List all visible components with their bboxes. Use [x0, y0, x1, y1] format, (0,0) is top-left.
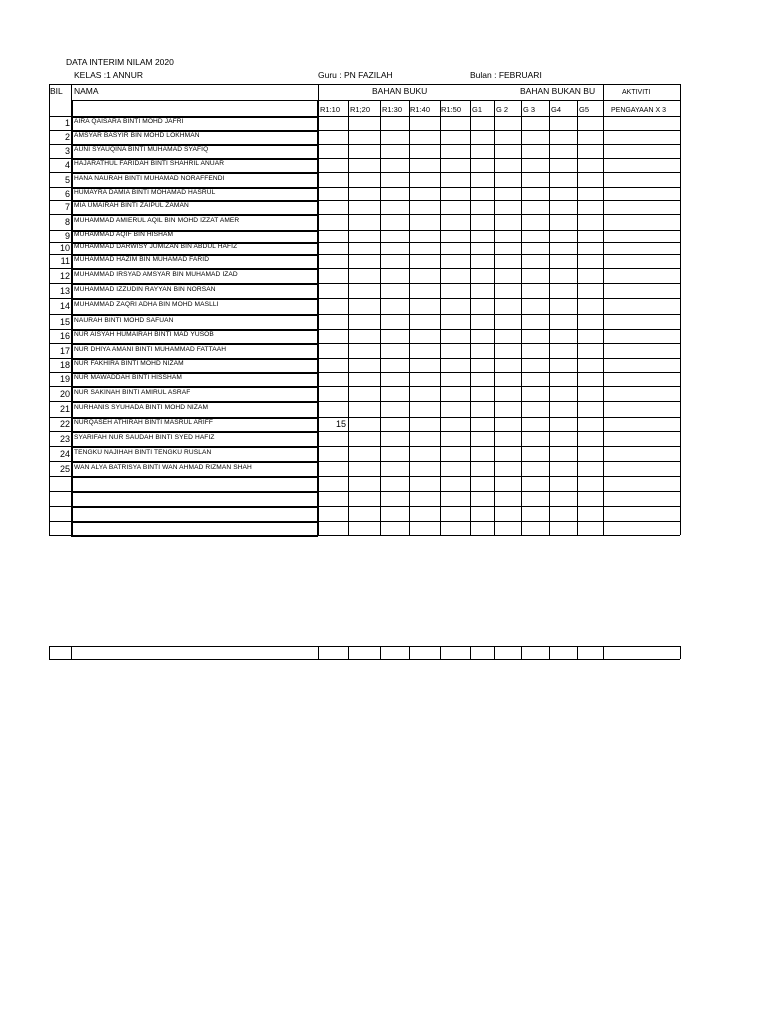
pengayaan-header: PENGAYAAN X 3 [611, 107, 666, 114]
grid-line [603, 646, 604, 659]
row-number: 22 [59, 419, 70, 429]
grid-line [577, 646, 578, 659]
student-name: AMSYAR BASYIR BIN MOHD LOKHMAN [74, 132, 200, 139]
grid-line [71, 284, 318, 285]
aktiviti-header: AKTIVITI [622, 89, 651, 96]
grid-line [380, 646, 381, 659]
grid-line [49, 646, 680, 647]
student-name: NUR SAKINAH BINTI AMIRUL ASRAF [74, 388, 191, 396]
grid-line [71, 299, 318, 300]
grid-line [71, 507, 318, 508]
row-number: 3 [64, 146, 70, 156]
grid-line [71, 522, 318, 523]
grid-line [680, 646, 681, 659]
grid-line [71, 646, 72, 659]
column-header: G4 [551, 105, 562, 114]
grid-line [470, 646, 471, 659]
r1-10-value: 15 [335, 419, 346, 429]
grid-line [577, 100, 578, 535]
grid-line [71, 492, 318, 493]
row-number: 12 [59, 270, 70, 281]
grid-line [49, 659, 680, 660]
student-name: NAURAH BINTI MOHD SAFUAN [74, 316, 174, 324]
grid-line [680, 84, 681, 535]
grid-line [71, 387, 318, 388]
column-header: R1:40 [410, 105, 431, 114]
column-header: G1 [472, 105, 483, 114]
row-number: 21 [59, 404, 70, 414]
grid-line [440, 646, 441, 659]
grid-line [470, 100, 471, 535]
grid-line [318, 100, 470, 101]
row-number: 25 [59, 463, 70, 474]
kelas-label: KELAS :1 ANNUR [74, 70, 143, 80]
guru-label: Guru : PN FAZILAH [318, 70, 393, 80]
grid-line [49, 646, 50, 659]
student-name: MIA UMAIRAH BINTI ZAIPUL ZAMAN [74, 202, 189, 209]
row-number: 23 [59, 433, 70, 444]
grid-line [317, 100, 318, 535]
grid-line [521, 100, 522, 535]
grid-line [549, 100, 550, 535]
row-number: 17 [59, 345, 70, 356]
row-number: 9 [64, 231, 70, 241]
grid-line [380, 100, 381, 535]
grid-line [71, 402, 318, 403]
student-name: TENGKU NAJIHAH BINTI TENGKU RUSLAN [74, 448, 212, 456]
student-name: MUHAMMAD HAZIM BIN MUHAMAD FARID [74, 256, 210, 263]
grid-line [409, 100, 410, 535]
bil-header: BIL [50, 86, 63, 96]
student-name: NUR DHIYA AMANI BINTI MUHAMMAD FATTAAH [74, 345, 227, 353]
row-number: 11 [60, 256, 70, 266]
grid-line [549, 646, 550, 659]
student-name: NUR MAWADDAH BINTI HISSHAM [74, 374, 182, 381]
grid-line [72, 100, 73, 535]
grid-line [348, 100, 349, 535]
row-number: 19 [59, 374, 70, 384]
student-name: MUHAMMAD AMIERUL AQIL BIN MOHD IZZAT AMER [74, 217, 240, 224]
row-number: 8 [64, 217, 70, 227]
student-name: HAJARATHUL FARIDAH BINTI SHAHRIL ANUAR [74, 160, 225, 167]
grid-line [348, 646, 349, 659]
column-header: R1:10 [320, 105, 341, 114]
row-number: 15 [59, 316, 70, 327]
student-name: HUMAYRA DAMIA BINTI MOHAMAD HASRUL [74, 188, 216, 196]
column-header: R1:50 [441, 105, 462, 114]
student-name: MUHAMMAD ZAQRI ADHA BIN MOHD MASLLI [74, 301, 219, 308]
grid-line [71, 344, 318, 345]
grid-line [71, 432, 318, 433]
grid-line [440, 100, 441, 535]
column-header: G 3 [523, 105, 536, 114]
grid-line [71, 315, 318, 316]
bahan-bukan-buku-header: BAHAN BUKAN BU [520, 86, 596, 96]
column-header: G 2 [496, 105, 509, 114]
row-number: 5 [64, 174, 70, 185]
student-name: HANA NAURAH BINTI MUHAMAD NORAFFENDI [74, 174, 225, 182]
grid-line [603, 84, 604, 535]
grid-line [49, 84, 680, 85]
row-number: 18 [59, 360, 70, 370]
row-number: 14 [59, 301, 70, 311]
grid-line [71, 173, 318, 174]
row-number: 16 [59, 331, 70, 341]
grid-line [521, 646, 522, 659]
row-number: 4 [64, 160, 70, 170]
grid-line [71, 215, 318, 216]
student-name: MUHAMMAD IRSYAD AMSYAR BIN MUHAMAD IZAD [74, 270, 238, 278]
nama-header: NAMA [74, 86, 99, 96]
column-header: R1;20 [350, 105, 371, 114]
student-name: NURHANIS SYUHADA BINTI MOHD NIZAM [74, 404, 209, 411]
sheet-title: DATA INTERIM NILAM 2020 [66, 57, 174, 67]
row-number: 24 [59, 448, 70, 459]
bulan-label: Bulan : FEBRUARI [470, 70, 542, 80]
student-name: WAN ALYA BATRISYA BINTI WAN AHMAD RIZMAN SHAH [74, 463, 252, 471]
row-number: 2 [64, 132, 70, 142]
student-name: NUR FAKHIRA BINTI MOHD NIZAM [74, 360, 184, 367]
student-name: SYARIFAH NUR SAUDAH BINTI SYED HAFIZ [74, 433, 215, 441]
grid-line [71, 269, 318, 270]
column-header: G5 [579, 105, 590, 114]
grid-line [71, 462, 318, 463]
student-name: AIRA QAISARA BINTI MOHD JAFRI [74, 118, 184, 125]
row-number: 20 [59, 388, 70, 399]
student-name: MUHAMMAD DARWISY JUMIZAN BIN ABDUL HAFIZ [74, 243, 238, 250]
student-name: AUNI SYAUQINA BINTI MUHAMAD SYAFIQ [74, 146, 209, 153]
student-name: MUHAMMAD AQIF BIN HISHAM [74, 231, 174, 238]
column-header: R1:30 [382, 105, 403, 114]
student-name: NUR AISYAH HUMAIRAH BINTI MAD YUSOB [74, 331, 214, 338]
row-number: 1 [64, 118, 70, 128]
grid-line [318, 84, 319, 535]
grid-line [494, 100, 495, 535]
row-number: 10 [59, 243, 70, 253]
grid-line [71, 447, 318, 448]
grid-line [409, 646, 410, 659]
row-number: 7 [64, 202, 70, 212]
grid-line [71, 477, 318, 478]
grid-line [318, 646, 319, 659]
grid-line [71, 536, 318, 537]
row-number: 6 [64, 188, 70, 199]
row-number: 13 [59, 285, 70, 296]
student-name: NURQASEH ATHIRAH BINTI MASRUL ARIFF [74, 419, 214, 426]
bahan-buku-header: BAHAN BUKU [372, 86, 428, 96]
student-name: MUHAMMAD IZZUDIN RAYYAN BIN NORSAN [74, 285, 216, 293]
grid-line [494, 646, 495, 659]
